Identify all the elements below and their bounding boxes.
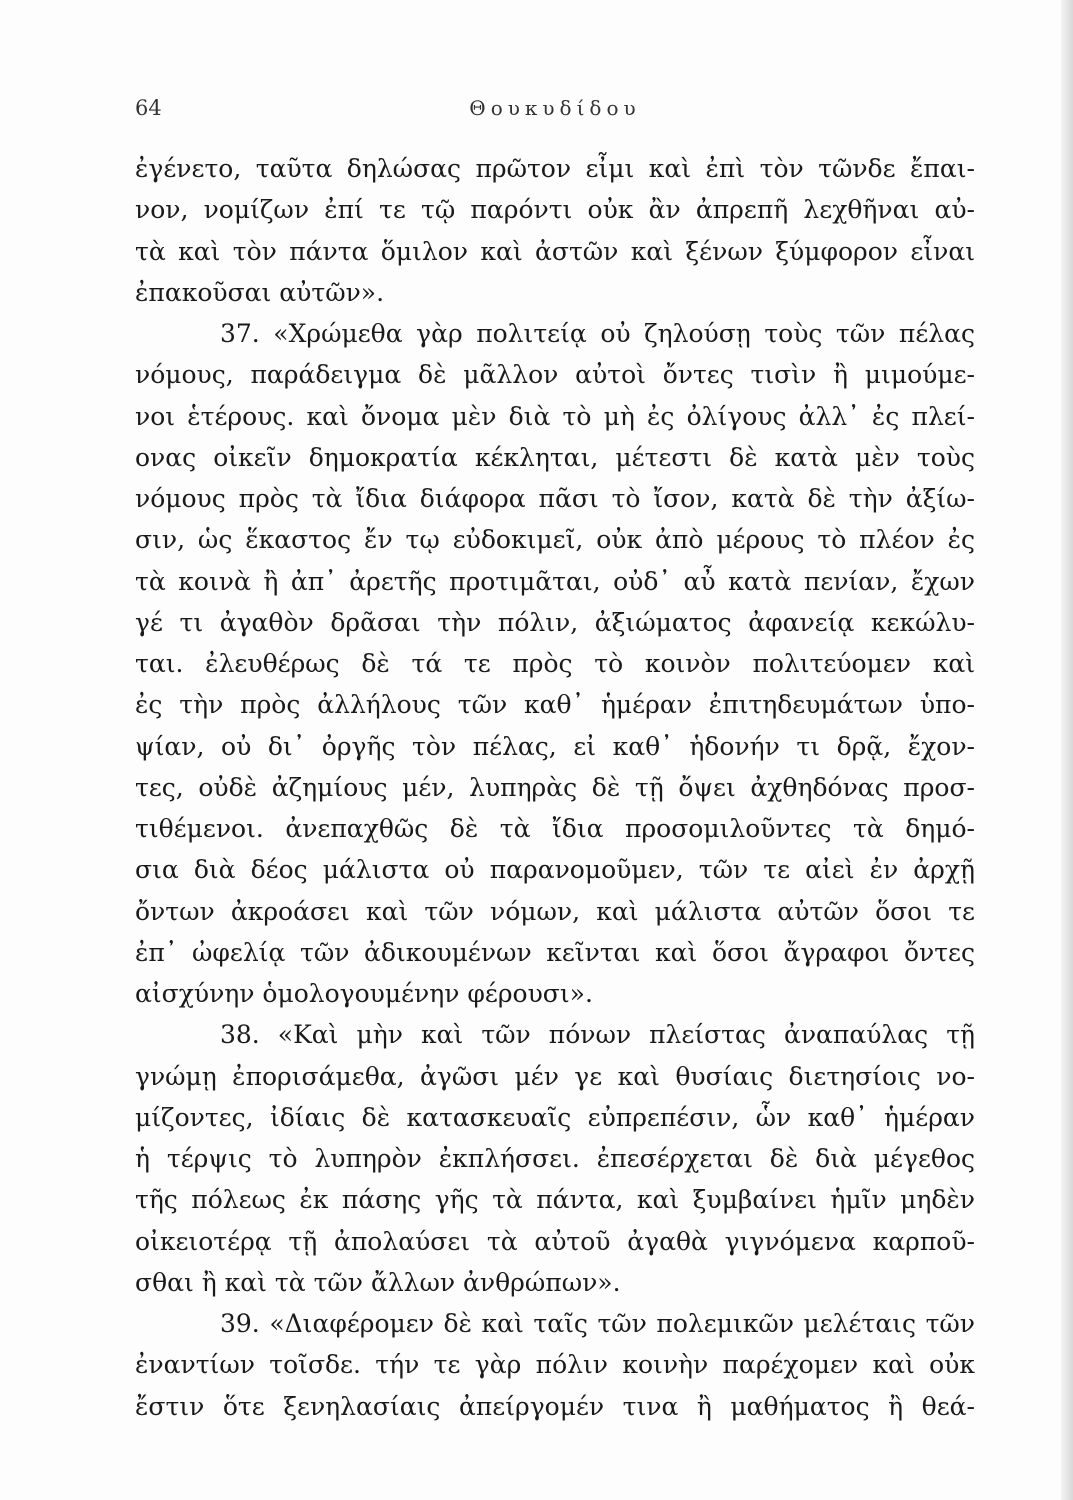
text-line: σθαι ἢ καὶ τὰ τῶν ἄλλων ἀνθρώπων». [135, 1267, 621, 1297]
text-line: νον, νομίζων ἐπί τε τῷ παρόντι οὐκ ἂν ἀπρεπῆ λεχθῆναι αὐ- [135, 195, 975, 225]
page-number: 64 [135, 96, 162, 120]
text-line: γέ τι ἀγαθὸν δρᾶσαι τὴν πόλιν, ἀξιώματος ἀφανείᾳ κεκώλυ- [135, 607, 975, 637]
text-line: ἐπακοῦσαι αὐτῶν». [135, 277, 385, 307]
text-line: σιν, ὡς ἕκαστος ἔν τῳ εὐδοκιμεῖ, οὐκ ἀπὸ μέρους τὸ πλέον ἐς [135, 525, 975, 555]
body-text [135, 148, 975, 1427]
text-line: γνώμῃ ἐπορισάμεθα, ἀγῶσι μέν γε καὶ θυσίαις διετησίοις νο- [135, 1061, 975, 1091]
text-line: ται. ἐλευθέρως δὲ τά τε πρὸς τὸ κοινὸν πολιτεύομεν καὶ [135, 649, 975, 678]
text-line: σια διὰ δέος μάλιστα οὐ παρανομοῦμεν, τῶν τε αἰεὶ ἐν ἀρχῇ [135, 855, 975, 885]
text-line: νόμους, παράδειγμα δὲ μᾶλλον αὐτοὶ ὄντες τισὶν ἢ μιμούμε- [135, 360, 975, 390]
running-title: Θουκυδίδου [469, 96, 641, 120]
text-line: οἰκειοτέρᾳ τῇ ἀπολαύσει τὰ αὐτοῦ ἀγαθὰ γιγνόμενα καρποῦ- [135, 1226, 975, 1256]
text-line: τῆς πόλεως ἐκ πάσης γῆς τὰ πάντα, καὶ ξυμβαίνει ἡμῖν μηδὲν [135, 1185, 975, 1215]
text-line: νοι ἑτέρους. καὶ ὄνομα μὲν διὰ τὸ μὴ ἐς ὀλίγους ἀλλ᾽ ἐς πλεί- [135, 401, 975, 431]
text-line: ονας οἰκεῖν δημοκρατία κέκληται, μέτεστι δὲ κατὰ μὲν τοὺς [135, 442, 975, 472]
text-line: ἐναντίων τοῖσδε. τήν τε γὰρ πόλιν κοινὴν παρέχομεν καὶ οὐκ [135, 1350, 975, 1380]
section-39-start: 39. «Διαφέρομεν δὲ καὶ ταῖς τῶν πολεμικῶν μελέταις τῶν [220, 1309, 975, 1338]
text-line: νόμους πρὸς τὰ ἴδια διάφορα πᾶσι τὸ ἴσον, κατὰ δὲ τὴν ἀξίω- [135, 484, 975, 513]
text-line: τὰ καὶ τὸν πάντα ὅμιλον καὶ ἀστῶν καὶ ξένων ξύμφορον εἶναι [135, 236, 975, 266]
text-line: ἔστιν ὅτε ξενηλασίαις ἀπείργομέν τινα ἢ μαθήματος ἢ θεά- [135, 1391, 975, 1421]
text-line: ἐγένετο, ταῦτα δηλώσας πρῶτον εἶμι καὶ ἐπὶ τὸν τῶνδε ἔπαι- [135, 154, 975, 183]
text-line: ὄντων ἀκροάσει καὶ τῶν νόμων, καὶ μάλιστα αὐτῶν ὅσοι τε [135, 896, 975, 926]
text-line: τιθέμενοι. ἀνεπαχθῶς δὲ τὰ ἴδια προσομιλοῦντες τὰ δημό- [135, 814, 975, 843]
section-38-start: 38. «Καὶ μὴν καὶ τῶν πόνων πλείστας ἀναπαύλας τῇ [220, 1020, 975, 1050]
text-line: αἰσχύνην ὁμολογουμένην φέρουσι». [135, 979, 593, 1008]
text-line: τὰ κοινὰ ἢ ἀπ᾽ ἀρετῆς προτιμᾶται, οὐδ᾽ αὖ κατὰ πενίαν, ἔχων [135, 566, 975, 596]
page-edge-shadow [1061, 0, 1073, 1500]
text-line: ἡ τέρψις τὸ λυπηρὸν ἐκπλήσσει. ἐπεσέρχεται δὲ διὰ μέγεθος [135, 1144, 975, 1173]
text-line: μίζοντες, ἰδίαις δὲ κατασκευαῖς εὐπρεπέσιν, ὧν καθ᾽ ἡμέραν [135, 1102, 975, 1132]
text-line: ψίαν, οὐ δι᾽ ὀργῆς τὸν πέλας, εἰ καθ᾽ ἡδονήν τι δρᾷ, ἔχον- [135, 731, 975, 761]
running-head [135, 96, 975, 126]
section-37-start: 37. «Χρώμεθα γὰρ πολιτείᾳ οὐ ζηλούσῃ τοὺς τῶν πέλας [220, 319, 975, 348]
text-line: τες, οὐδὲ ἀζημίους μέν, λυπηρὰς δὲ τῇ ὄψει ἀχθηδόνας προσ- [135, 772, 975, 802]
text-line: ἐπ᾽ ὠφελίᾳ τῶν ἀδικουμένων κεῖνται καὶ ὅσοι ἄγραφοι ὄντες [135, 937, 975, 967]
text-line: ἐς τὴν πρὸς ἀλλήλους τῶν καθ᾽ ἡμέραν ἐπιτηδευμάτων ὑπο- [135, 690, 975, 720]
